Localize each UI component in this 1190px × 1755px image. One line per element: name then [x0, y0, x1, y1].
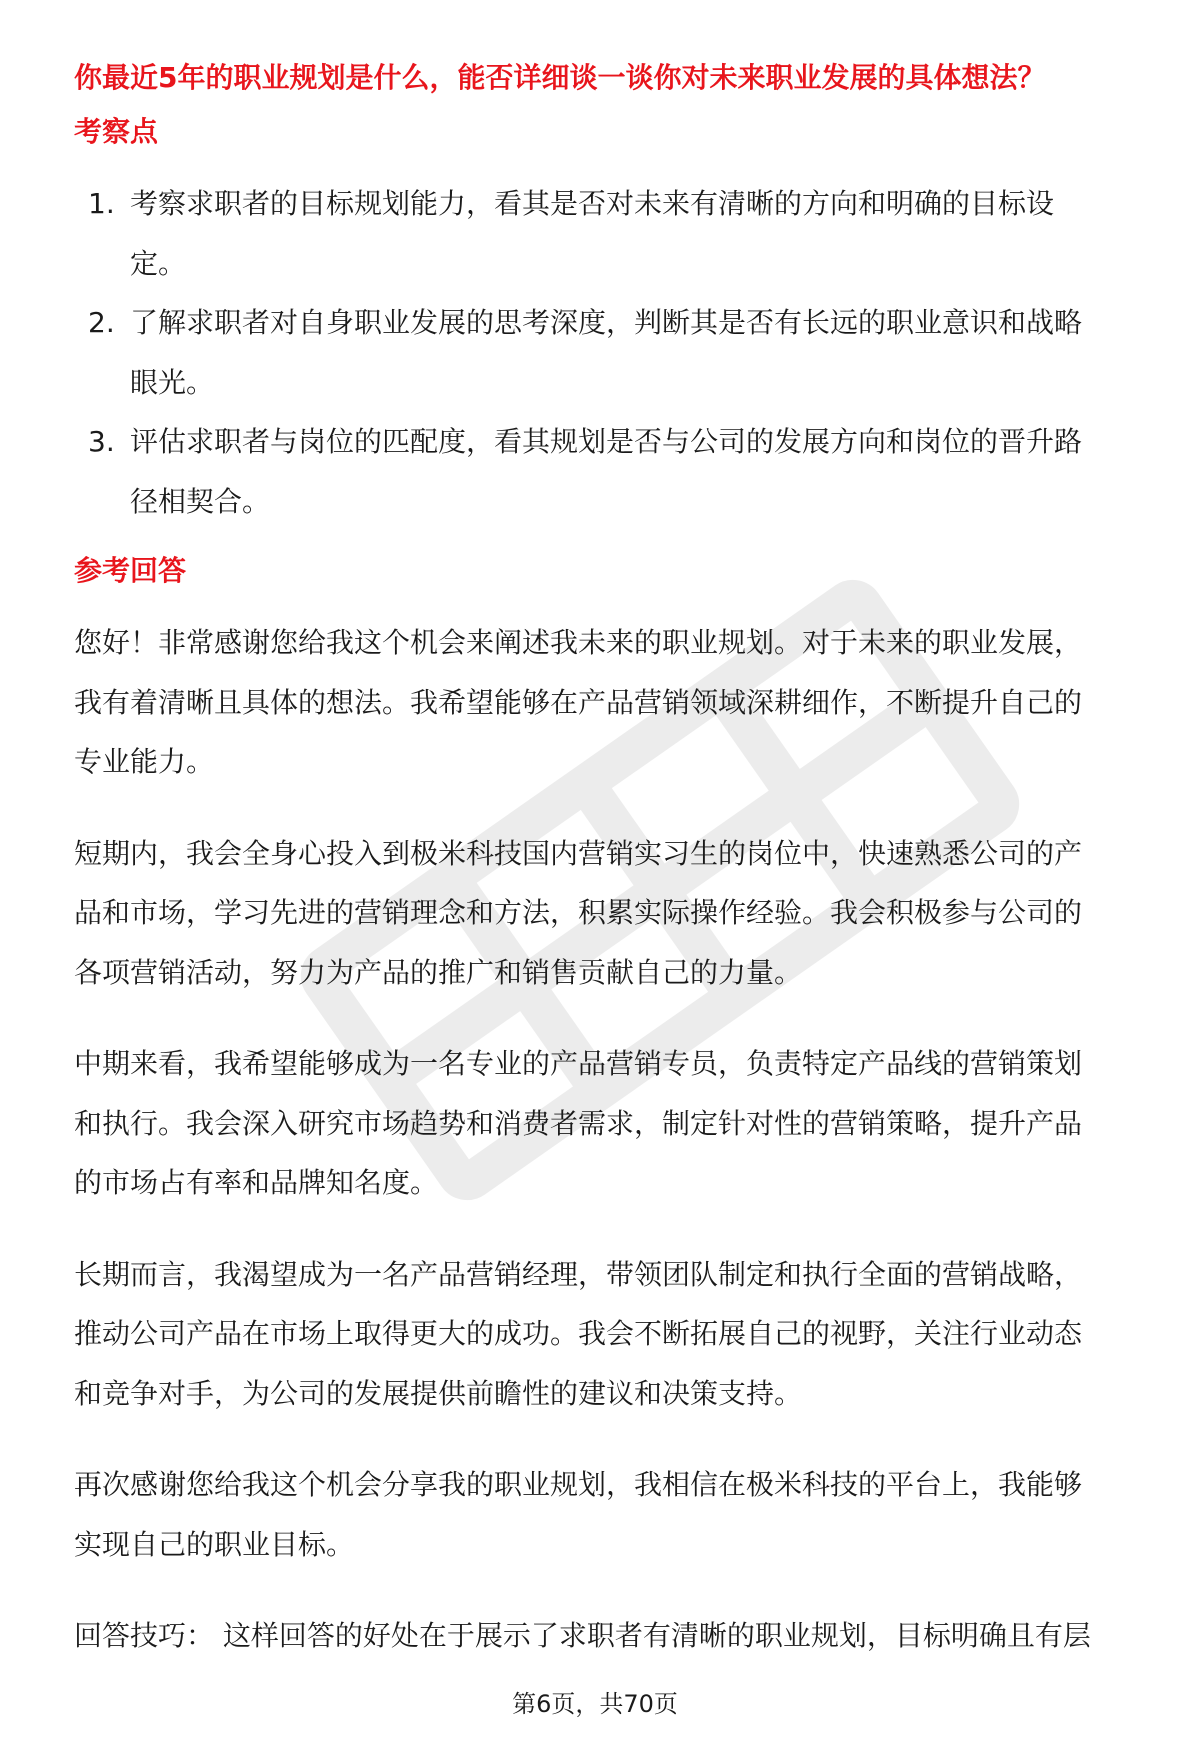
answer-line: 专业能力。 — [74, 745, 215, 778]
answer-line: 的市场占有率和品牌知名度。 — [74, 1166, 439, 1199]
answer-line: 推动公司产品在市场上取得更大的成功。我会不断拓展自己的视野，关注行业动态 — [74, 1317, 1083, 1350]
answer-line: 再次感谢您给我这个机会分享我的职业规划，我相信在极米科技的平台上，我能够 — [74, 1468, 1083, 1501]
exam-points-title: 考察点 — [74, 115, 159, 148]
question-heading: 你最近5年的职业规划是什么，能否详细谈一谈你对未来职业发展的具体想法？ — [74, 61, 1046, 94]
exam-point-line: 眼光。 — [130, 365, 215, 399]
page-number-footer: 第6页，共70页 — [512, 1690, 678, 1718]
exam-point-line: 定。 — [130, 246, 187, 280]
answer-line: 短期内，我会全身心投入到极米科技国内营销实习生的岗位中，快速熟悉公司的产 — [74, 836, 1083, 870]
answer-line: 您好！非常感谢您给我这个机会来阐述我未来的职业规划。对于未来的职业发展， — [74, 626, 1083, 659]
exam-point-number: 3. — [88, 425, 115, 458]
exam-point-item — [74, 293, 1160, 412]
exam-point-line: 评估求职者与岗位的匹配度，看其规划是否与公司的发展方向和岗位的晋升路 — [130, 425, 1083, 458]
answer-title: 参考回答 — [74, 554, 187, 587]
answer-tips: 回答技巧： 这样回答的好处在于展示了求职者有清晰的职业规划，目标明确且有层 — [74, 1619, 1091, 1652]
document-content — [74, 58, 1160, 1666]
answer-line: 实现自己的职业目标。 — [74, 1527, 355, 1561]
answer-line: 和竞争对手，为公司的发展提供前瞻性的建议和决策支持。 — [74, 1376, 803, 1410]
answer-line: 长期而言，我渴望成为一名产品营销经理，带领团队制定和执行全面的营销战略， — [74, 1257, 1083, 1291]
answer-body — [74, 613, 1160, 1666]
answer-paragraph — [74, 613, 1160, 792]
exam-point-item — [74, 412, 1160, 531]
exam-point-item — [74, 174, 1160, 293]
exam-point-line: 了解求职者对自身职业发展的思考深度，判断其是否有长远的职业意识和战略 — [130, 306, 1083, 339]
exam-points-list — [74, 174, 1160, 531]
answer-paragraph — [74, 1034, 1160, 1213]
answer-paragraph — [74, 1245, 1160, 1424]
answer-line: 各项营销活动，努力为产品的推广和销售贡献自己的力量。 — [74, 955, 803, 989]
exam-point-number: 1. — [88, 187, 115, 220]
exam-point-line: 径相契合。 — [130, 484, 271, 518]
answer-line: 中期来看，我希望能够成为一名专业的产品营销专员，负责特定产品线的营销策划 — [74, 1047, 1083, 1080]
answer-line: 和执行。我会深入研究市场趋势和消费者需求，制定针对性的营销策略，提升产品 — [74, 1106, 1083, 1140]
answer-line: 我有着清晰且具体的想法。我希望能够在产品营销领域深耕细作，不断提升自己的 — [74, 685, 1083, 719]
answer-line: 品和市场，学习先进的营销理念和方法，积累实际操作经验。我会积极参与公司的 — [74, 896, 1083, 929]
exam-point-number: 2. — [88, 306, 115, 339]
exam-point-line: 考察求职者的目标规划能力，看其是否对未来有清晰的方向和明确的目标设 — [130, 187, 1055, 220]
answer-paragraph — [74, 824, 1160, 1003]
answer-paragraph — [74, 1455, 1160, 1574]
